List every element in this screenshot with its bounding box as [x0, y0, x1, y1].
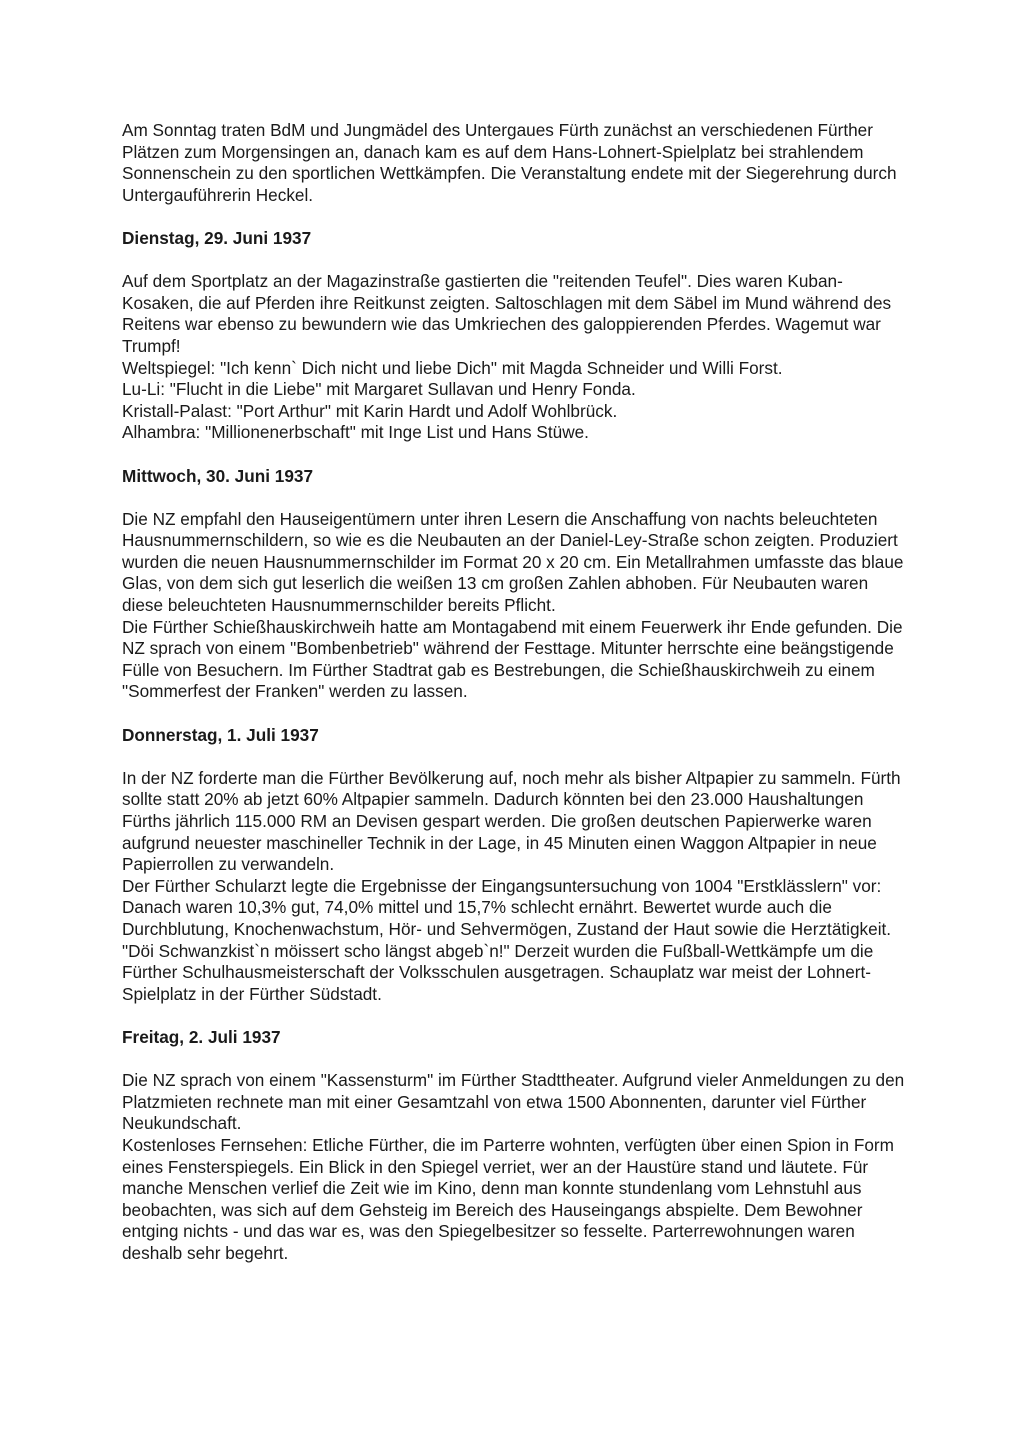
- section-heading: Donnerstag, 1. Juli 1937: [122, 724, 319, 745]
- paragraph: Lu-Li: "Flucht in die Liebe" mit Margaret Sullavan und Henry Fonda.: [122, 379, 636, 400]
- section-freitag: [122, 1027, 912, 1265]
- paragraph: "Döi Schwanzkist`n möissert scho längst abgeb`n!" Derzeit wurden die Fußball-Wettkämpfe um die Fürther Schulhausmeisterschaft der Volksschulen ausgetragen. Schauplatz war meist der Lohnert-Spielplatz in der Fürther Südstadt.: [122, 940, 874, 1004]
- section-heading: Dienstag, 29. Juni 1937: [122, 227, 312, 248]
- section-heading: Freitag, 2. Juli 1937: [122, 1026, 281, 1047]
- paragraph: In der NZ forderte man die Fürther Bevölkerung auf, noch mehr als bisher Altpapier zu sammeln. Fürth sollte statt 20% ab jetzt 60% Altpapier sammeln. Dadurch könnten bei den 23.000 Haushaltungen Fürths jährlich 115.000 RM an Devisen gespart werden. Die großen deutschen Papierwerke waren aufgrund neuester maschineller Technik in der Lage, in 45 Minuten einen Waggon Altpapier in neue Papierrollen zu verwandeln.: [122, 767, 901, 875]
- paragraph: Am Sonntag traten BdM und Jungmädel des Untergaues Fürth zunächst an verschiedenen Fürther Plätzen zum Morgensingen an, danach kam es auf dem Hans-Lohnert-Spielplatz bei strahlendem Sonnenschein zu den sportlichen Wettkämpfen. Die Veranstaltung endete mit der Siegerehrung durch Untergauführerin Heckel.: [122, 120, 897, 205]
- paragraph: Weltspiegel: "Ich kenn` Dich nicht und liebe Dich" mit Magda Schneider und Willi Forst.: [122, 357, 783, 378]
- paragraph: Alhambra: "Millionenerbschaft" mit Inge List und Hans Stüwe.: [122, 422, 589, 443]
- paragraph: Die NZ sprach von einem "Kassensturm" im Fürther Stadttheater. Aufgrund vieler Anmeldungen zu den Platzmieten rechnete man mit einer Gesamtzahl von etwa 1500 Abonnenten, darunter viel Fürther Neukundschaft.: [122, 1070, 905, 1134]
- section-dienstag: [122, 228, 912, 444]
- paragraph: Kristall-Palast: "Port Arthur" mit Karin Hardt und Adolf Wohlbrück.: [122, 400, 618, 421]
- paragraph: Die Fürther Schießhauskirchweih hatte am Montagabend mit einem Feuerwerk ihr Ende gefunden. Die NZ sprach von einem "Bombenbetrieb" während der Festtage. Mitunter herrschte eine beängstigende Fülle von Besuchern. Im Fürther Stadtrat gab es Bestrebungen, die Schießhauskirchweih zu einem "Sommerfest der Franken" werden zu lassen.: [122, 616, 903, 702]
- section-mittwoch: [122, 466, 912, 704]
- paragraph: Kostenloses Fernsehen: Etliche Fürther, die im Parterre wohnten, verfügten über einen Spion in Form eines Fensterspiegels. Ein Blick in den Spiegel verriet, wer an der Haustüre stand und läutete. Für manche Menschen verlief die Zeit wie im Kino, denn man konnte stundenlang vom Lehnstuhl aus beobachten, was sich auf dem Gehsteig im Bereich des Hauseingangs abspielte. Dem Bewohner entging nichts - und das war es, was den Spiegelbesitzer so fesselte. Parterrewohnungen waren deshalb sehr begehrt.: [122, 1134, 894, 1263]
- paragraph: Auf dem Sportplatz an der Magazinstraße gastierten die "reitenden Teufel". Dies waren Kuban-Kosaken, die auf Pferden ihre Reitkunst zeigten. Saltoschlagen mit dem Säbel im Mund während des Reitens war ebenso zu bewundern wie das Umkriechen des galoppierenden Pferdes. Wagemut war Trumpf!: [122, 271, 892, 356]
- intro-section: [122, 120, 912, 206]
- document-page: [122, 120, 912, 1264]
- paragraph: Die NZ empfahl den Hauseigentümern unter ihren Lesern die Anschaffung von nachts beleuchteten Hausnummernschildern, so wie es die Neubauten an der Daniel-Ley-Straße schon zeigten. Produziert wurden die neuen Hausnummernschilder im Format 20 x 20 cm. Ein Metallrahmen umfasste das blaue Glas, von dem sich gut leserlich die weißen 13 cm großen Zahlen abhoben. Für Neubauten waren diese beleuchteten Hausnummernschilder bereits Pflicht.: [122, 508, 904, 616]
- paragraph: Der Fürther Schularzt legte die Ergebnisse der Eingangsuntersuchung von 1004 "Erstklässlern" vor: Danach waren 10,3% gut, 74,0% mittel und 15,7% schlecht ernährt. Bewertet wurde auch die Durchblutung, Knochenwachstum, Hör- und Sehvermögen, Zustand der Haut sowie die Herztätigkeit.: [122, 875, 892, 939]
- section-donnerstag: [122, 725, 912, 1006]
- section-heading: Mittwoch, 30. Juni 1937: [122, 465, 314, 486]
